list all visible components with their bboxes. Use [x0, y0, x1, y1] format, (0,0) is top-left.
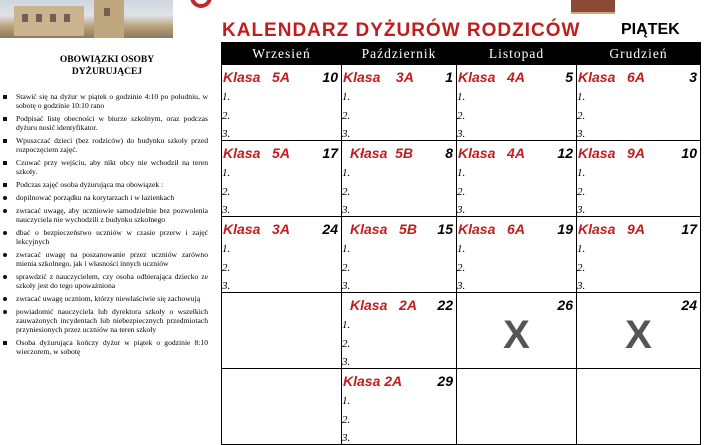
parent-slot: 1.	[577, 167, 586, 179]
day-cell	[222, 293, 342, 369]
class-label: Klasa 5A	[223, 69, 290, 85]
parent-slot: 2.	[457, 110, 466, 122]
parent-slot: 3.	[577, 128, 586, 140]
parent-slot: 1.	[577, 91, 586, 103]
parent-slot: 3.	[342, 280, 351, 292]
day-cell	[577, 293, 701, 369]
day-cell	[222, 369, 342, 445]
duty-subitem: zwracać uwagę uczniom, którzy niewłaściwie się zachowują	[12, 294, 208, 303]
window	[64, 14, 70, 22]
duty-subitem: dbać o bezpieczeństwo uczniów w czasie przerw i zajęć lekcyjnych	[12, 228, 208, 246]
month-header-row	[222, 43, 701, 65]
class-label: Klasa 6A	[458, 221, 525, 237]
day-cell	[577, 141, 701, 217]
parent-slot: 1.	[342, 91, 351, 103]
day-cell	[222, 217, 342, 293]
parent-slot: 2.	[342, 338, 351, 350]
day-cell	[577, 65, 701, 141]
day-cell	[342, 65, 457, 141]
parent-slot: 1.	[342, 319, 351, 331]
date-number: 3	[689, 69, 697, 85]
parent-slot: 2.	[457, 186, 466, 198]
week-row	[222, 141, 701, 217]
parent-slot: 1.	[342, 395, 351, 407]
day-cell	[457, 369, 577, 445]
date-number: 17	[322, 145, 338, 161]
class-label: Klasa 2A	[350, 297, 417, 313]
date-number: 22	[437, 297, 453, 313]
window	[104, 8, 110, 16]
day-cell	[457, 65, 577, 141]
parent-slot: 2.	[222, 110, 231, 122]
date-number: 5	[565, 69, 573, 85]
parent-slot: 3.	[222, 128, 231, 140]
duties-heading	[0, 54, 214, 78]
day-cell	[457, 293, 577, 369]
cancelled-mark: X	[503, 313, 530, 357]
weekday-label: PIĄTEK	[621, 21, 680, 38]
week-row	[222, 293, 701, 369]
date-number: 29	[437, 373, 453, 389]
week-row	[222, 65, 701, 141]
parent-slot: 2.	[342, 110, 351, 122]
duty-calendar	[221, 42, 701, 445]
class-label: Klasa 5B	[350, 221, 417, 237]
day-cell	[342, 293, 457, 369]
date-number: 15	[437, 221, 453, 237]
month-header: Grudzień	[577, 43, 701, 65]
window	[36, 14, 42, 22]
duty-item: Osoba dyżurująca kończy dyżur w piątek o godzinie 8:10 wieczorem, w sobotę	[12, 338, 208, 356]
month-header: Październik	[342, 43, 457, 65]
duties-heading-line1: OBOWIĄZKI OSOBY	[59, 55, 155, 65]
day-cell	[342, 369, 457, 445]
class-label: Klasa 2A	[343, 373, 403, 389]
parent-slot: 3.	[342, 128, 351, 140]
parent-slot: 2.	[222, 262, 231, 274]
date-number: 10	[681, 145, 697, 161]
parent-slot: 2.	[577, 186, 586, 198]
day-cell	[577, 217, 701, 293]
day-cell	[457, 217, 577, 293]
date-number: 10	[322, 69, 338, 85]
week-row	[222, 217, 701, 293]
parent-slot: 2.	[457, 262, 466, 274]
parent-slot: 1.	[222, 91, 231, 103]
week-row	[222, 369, 701, 445]
class-label: Klasa 4A	[458, 69, 525, 85]
day-cell	[222, 141, 342, 217]
date-number: 19	[557, 221, 573, 237]
month-header: Wrzesień	[222, 43, 342, 65]
duty-item: Czuwać przy wejściu, aby nikt obcy nie wchodził na teren szkoły.	[12, 158, 208, 176]
page-title: KALENDARZ DYŻURÓW RODZICÓW	[222, 20, 581, 41]
duties-panel	[0, 44, 214, 400]
parent-slot: 3.	[577, 280, 586, 292]
duties-heading-line2: DYŻURUJĄCEJ	[71, 67, 143, 77]
parent-slot: 1.	[457, 167, 466, 179]
school-logo	[190, 0, 214, 10]
parent-slot: 3.	[457, 280, 466, 292]
parent-slot: 3.	[457, 204, 466, 216]
duty-subitem: dopilnować porządku na korytarzach i w łazienkach	[12, 193, 208, 202]
parent-slot: 1.	[577, 243, 586, 255]
parent-slot: 3.	[222, 204, 231, 216]
duty-item: Podczas zajęć osoba dyżurująca ma obowiązek :	[12, 180, 208, 189]
saint-portrait	[571, 0, 615, 14]
date-number: 24	[681, 297, 697, 313]
class-label: Klasa 3A	[223, 221, 290, 237]
day-cell	[457, 141, 577, 217]
parent-slot: 2.	[222, 186, 231, 198]
date-number: 12	[557, 145, 573, 161]
parent-slot: 3.	[342, 356, 351, 368]
class-label: Kłasa 5B	[350, 145, 414, 161]
parent-slot: 2.	[342, 262, 351, 274]
parent-slot: 1.	[222, 243, 231, 255]
date-number: 8	[445, 145, 453, 161]
class-label: Klasa 6A	[578, 69, 645, 85]
parent-slot: 2.	[577, 262, 586, 274]
parent-slot: 3.	[222, 280, 231, 292]
date-number: 24	[322, 221, 338, 237]
day-cell	[342, 141, 457, 217]
window	[22, 14, 28, 22]
duties-list	[0, 92, 214, 356]
day-cell	[342, 217, 457, 293]
duty-item: Stawić się na dyżur w piątek o godzinie 4:10 po południu, w sobotę o godzinie 10:10 rano	[12, 92, 208, 110]
calendar-body	[222, 65, 701, 445]
day-cell	[577, 369, 701, 445]
parent-slot: 1.	[457, 91, 466, 103]
parent-slot: 3.	[457, 128, 466, 140]
parent-slot: 2.	[342, 186, 351, 198]
parent-slot: 3.	[577, 204, 586, 216]
parent-slot: 2.	[577, 110, 586, 122]
parent-slot: 1.	[342, 243, 351, 255]
class-label: Klasa 5A	[223, 145, 290, 161]
window	[50, 14, 56, 22]
duty-item: Wpuszczać dzieci (bez rodziców) do budynku szkoły przed rozpoczęciem zajęć.	[12, 136, 208, 154]
parent-slot: 1.	[457, 243, 466, 255]
duty-subitem: sprawdzić z nauczycielem, czy osoba odbierająca dziecko ze szkoły jest do tego upoważniona	[12, 272, 208, 290]
duty-subitem: zwracać uwagę, aby uczniowie samodzielnie bez pozwolenia nauczyciela nie wychodzili z budynku szkolnego	[12, 206, 208, 224]
church-tower	[94, 0, 124, 38]
class-label: Klasa 9A	[578, 221, 645, 237]
duty-subitem: powiadomić nauczyciela lub dyrektora szkoły o wszelkich zauważonych incydentach lub niebezpiecznych przedmiotach przyniesionych przez uczniów na teren szkoły	[12, 307, 208, 334]
parent-slot: 3.	[342, 204, 351, 216]
school-photo	[0, 0, 173, 38]
class-label: Klasa 9A	[578, 145, 645, 161]
month-header: Listopad	[457, 43, 577, 65]
duty-item: Podpisać listę obecności w biurze szkolnym, oraz podczas dyżuru nosić identyfikator.	[12, 114, 208, 132]
day-cell	[222, 65, 342, 141]
class-label: Klasa 4A	[458, 145, 525, 161]
duty-subitem: zwracać uwagę na poszanowanie przez uczniów zarówno mienia szkolnego, jak i własności innych uczniów	[12, 250, 208, 268]
parent-slot: 3.	[342, 432, 351, 444]
parent-slot: 1.	[342, 167, 351, 179]
class-label: Klasa 3A	[343, 69, 414, 85]
date-number: 26	[557, 297, 573, 313]
date-number: 1	[445, 69, 453, 85]
parent-slot: 2.	[342, 414, 351, 426]
parent-slot: 1.	[222, 167, 231, 179]
date-number: 17	[681, 221, 697, 237]
cancelled-mark: X	[625, 313, 652, 357]
